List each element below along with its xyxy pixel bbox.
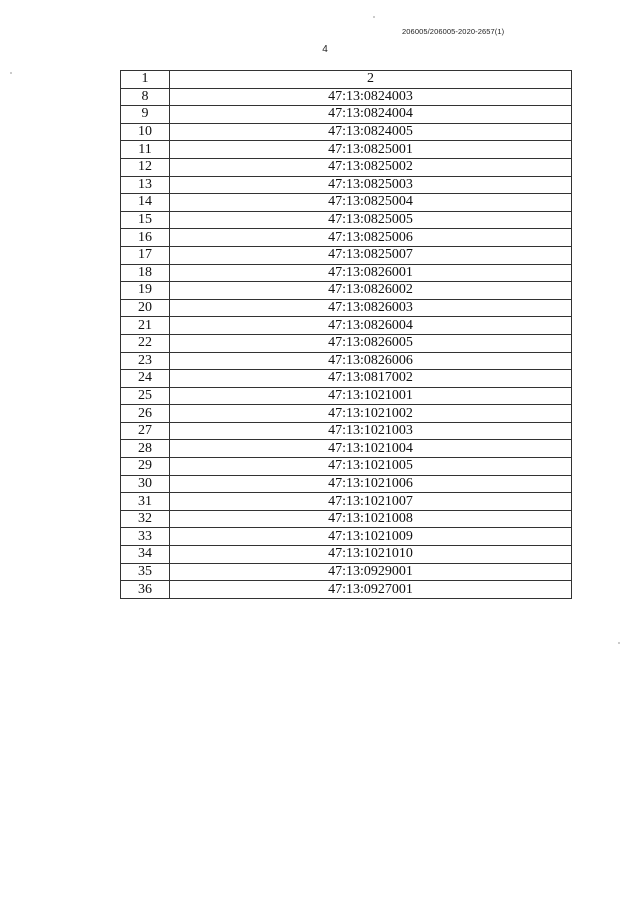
cadastral-number-cell: 47:13:0929001	[170, 563, 572, 581]
row-number-cell: 27	[121, 422, 170, 440]
table-row	[121, 141, 572, 159]
cadastral-number-cell: 47:13:0825001	[170, 141, 572, 159]
row-number-cell: 33	[121, 528, 170, 546]
row-number-cell: 18	[121, 264, 170, 282]
table-row	[121, 510, 572, 528]
row-number-cell: 16	[121, 229, 170, 247]
table-row	[121, 546, 572, 564]
table-row	[121, 264, 572, 282]
scan-speck	[373, 16, 375, 18]
table-row	[121, 123, 572, 141]
table-row	[121, 176, 572, 194]
cadastral-number-cell: 47:13:0825002	[170, 158, 572, 176]
table-row	[121, 458, 572, 476]
table-body	[121, 71, 572, 599]
table-row	[121, 352, 572, 370]
row-number-cell: 23	[121, 352, 170, 370]
row-number-cell: 8	[121, 88, 170, 106]
table-row	[121, 282, 572, 300]
table-row	[121, 88, 572, 106]
cadastral-number-cell: 47:13:1021004	[170, 440, 572, 458]
cadastral-number-cell: 47:13:0826003	[170, 299, 572, 317]
page-number: 4	[322, 44, 328, 55]
row-number-cell: 12	[121, 158, 170, 176]
row-number-cell: 10	[121, 123, 170, 141]
cadastral-number-cell: 47:13:0825004	[170, 194, 572, 212]
table-row	[121, 246, 572, 264]
table-row	[121, 440, 572, 458]
cadastral-number-cell: 47:13:1021009	[170, 528, 572, 546]
table-row	[121, 563, 572, 581]
table-row	[121, 299, 572, 317]
cadastral-number-cell: 47:13:0826001	[170, 264, 572, 282]
table-row	[121, 475, 572, 493]
row-number-cell: 21	[121, 317, 170, 335]
row-number-cell: 36	[121, 581, 170, 599]
cadastral-number-cell: 47:13:0826002	[170, 282, 572, 300]
row-number-cell: 26	[121, 405, 170, 423]
row-number-cell: 24	[121, 370, 170, 388]
row-number-cell: 14	[121, 194, 170, 212]
cadastral-number-cell: 47:13:0826005	[170, 334, 572, 352]
cadastral-number-cell: 47:13:0825006	[170, 229, 572, 247]
cadastral-number-cell: 47:13:1021005	[170, 458, 572, 476]
row-number-cell: 28	[121, 440, 170, 458]
cadastral-number-cell: 47:13:0826004	[170, 317, 572, 335]
table-row	[121, 493, 572, 511]
cadastral-number-cell: 47:13:1021002	[170, 405, 572, 423]
cadastral-number-cell: 47:13:0824004	[170, 106, 572, 124]
cadastral-number-cell: 47:13:0826006	[170, 352, 572, 370]
cadastral-number-cell: 47:13:0825003	[170, 176, 572, 194]
cadastral-number-cell: 47:13:0824005	[170, 123, 572, 141]
table-row	[121, 422, 572, 440]
cadastral-number-cell: 47:13:0927001	[170, 581, 572, 599]
row-number-cell: 9	[121, 106, 170, 124]
table-row	[121, 405, 572, 423]
cadastral-number-cell: 47:13:0817002	[170, 370, 572, 388]
cadastral-number-cell: 47:13:1021006	[170, 475, 572, 493]
row-number-cell: 34	[121, 546, 170, 564]
row-number-cell: 31	[121, 493, 170, 511]
table-row	[121, 211, 572, 229]
column-number-header: 2	[170, 71, 572, 89]
cadastral-number-cell: 47:13:1021007	[170, 493, 572, 511]
row-number-cell: 17	[121, 246, 170, 264]
table-header-row	[121, 71, 572, 89]
scan-speck	[10, 72, 12, 74]
row-number-cell: 11	[121, 141, 170, 159]
scan-speck	[618, 642, 620, 644]
cadastral-table	[120, 70, 572, 599]
column-number-header: 1	[121, 71, 170, 89]
row-number-cell: 32	[121, 510, 170, 528]
cadastral-number-cell: 47:13:0825005	[170, 211, 572, 229]
cadastral-number-cell: 47:13:0824003	[170, 88, 572, 106]
document-id: 206005/206005-2020-2657(1)	[402, 27, 505, 36]
table-row	[121, 194, 572, 212]
table-row	[121, 158, 572, 176]
cadastral-number-cell: 47:13:1021001	[170, 387, 572, 405]
row-number-cell: 29	[121, 458, 170, 476]
row-number-cell: 22	[121, 334, 170, 352]
table-row	[121, 387, 572, 405]
cadastral-number-cell: 47:13:1021008	[170, 510, 572, 528]
row-number-cell: 15	[121, 211, 170, 229]
table-row	[121, 317, 572, 335]
row-number-cell: 19	[121, 282, 170, 300]
cadastral-number-cell: 47:13:0825007	[170, 246, 572, 264]
cadastral-number-cell: 47:13:1021003	[170, 422, 572, 440]
row-number-cell: 30	[121, 475, 170, 493]
row-number-cell: 13	[121, 176, 170, 194]
table-row	[121, 581, 572, 599]
table-row	[121, 229, 572, 247]
table-row	[121, 528, 572, 546]
table-row	[121, 106, 572, 124]
cadastral-number-cell: 47:13:1021010	[170, 546, 572, 564]
table-row	[121, 334, 572, 352]
table-row	[121, 370, 572, 388]
row-number-cell: 35	[121, 563, 170, 581]
row-number-cell: 25	[121, 387, 170, 405]
row-number-cell: 20	[121, 299, 170, 317]
